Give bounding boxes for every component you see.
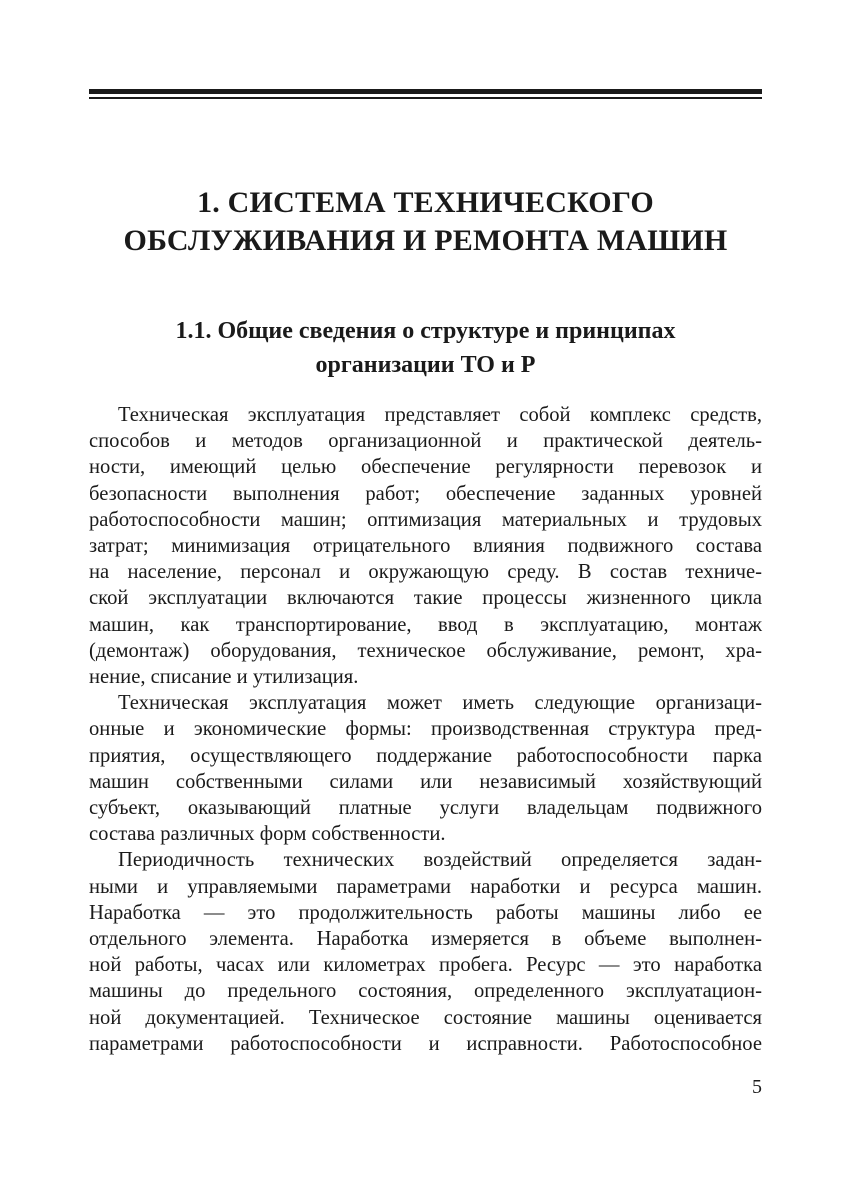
paragraph-3 xyxy=(89,847,762,1057)
text-line: ными и управляемыми параметрами наработки и ресурса машин. xyxy=(89,875,762,898)
text-line: ной документацией. Техническое состояние машины оценивается xyxy=(89,1006,762,1029)
section-title-line: 1.1. Общие сведения о структуре и принципах xyxy=(175,318,676,344)
text-line: работоспособности машин; оптимизация материальных и трудовых xyxy=(89,508,762,531)
text-line: онные и экономические формы: производственная структура пред- xyxy=(89,718,762,741)
header-rule-thick xyxy=(89,89,762,94)
chapter-title-line: ОБСЛУЖИВАНИЯ И РЕМОНТА МАШИН xyxy=(123,224,728,257)
text-line: состава различных форм собственности. xyxy=(89,823,446,846)
text-line: Техническая эксплуатация представляет собой комплекс средств, xyxy=(118,404,762,426)
text-line: способов и методов организационной и практической деятель- xyxy=(89,430,762,453)
text-line: затрат; минимизация отрицательного влияния подвижного состава xyxy=(89,535,762,558)
text-line: машины до предельного состояния, определенного эксплуатацион- xyxy=(89,980,762,1003)
text-line: машин собственными силами или независимый хозяйствующий xyxy=(89,770,762,793)
body-text xyxy=(89,402,762,1057)
text-line: ности, имеющий целью обеспечение регулярности перевозок и xyxy=(89,456,762,479)
section-title xyxy=(89,314,762,382)
paragraph-2 xyxy=(89,690,762,847)
text-line: отдельного элемента. Наработка измеряется в объеме выполнен- xyxy=(89,928,762,951)
text-line: машин, как транспортирование, ввод в эксплуатацию, монтаж xyxy=(89,613,762,636)
text-line: субъект, оказывающий платные услуги владельцам подвижного xyxy=(89,797,762,820)
text-line: приятия, осуществляющего поддержание работоспособности парка xyxy=(89,744,762,767)
text-line: (демонтаж) оборудования, техническое обслуживание, ремонт, хра- xyxy=(89,639,762,662)
section-title-line: организации ТО и Р xyxy=(315,352,536,378)
text-line: Техническая эксплуатация может иметь следующие организаци- xyxy=(118,692,762,715)
text-line: Наработка — это продолжительность работы машины либо ее xyxy=(89,901,762,924)
text-line: Периодичность технических воздействий определяется задан- xyxy=(118,849,762,872)
chapter-title xyxy=(89,184,762,260)
text-line: нение, списание и утилизация. xyxy=(89,666,359,689)
text-line: ной работы, часах или километрах пробега. Ресурс — это наработка xyxy=(89,954,762,977)
text-line: параметрами работоспособности и исправности. Работоспособное xyxy=(89,1032,762,1055)
text-line: на население, персонал и окружающую среду. В состав техниче- xyxy=(89,561,762,584)
text-line: безопасности выполнения работ; обеспечение заданных уровней xyxy=(89,482,762,505)
chapter-title-line: 1. СИСТЕМА ТЕХНИЧЕСКОГО xyxy=(197,186,654,219)
text-line: ской эксплуатации включаются такие процессы жизненного цикла xyxy=(89,587,762,610)
page-number: 5 xyxy=(752,1076,762,1098)
header-rule-thin xyxy=(89,97,762,99)
paragraph-1 xyxy=(89,402,762,690)
